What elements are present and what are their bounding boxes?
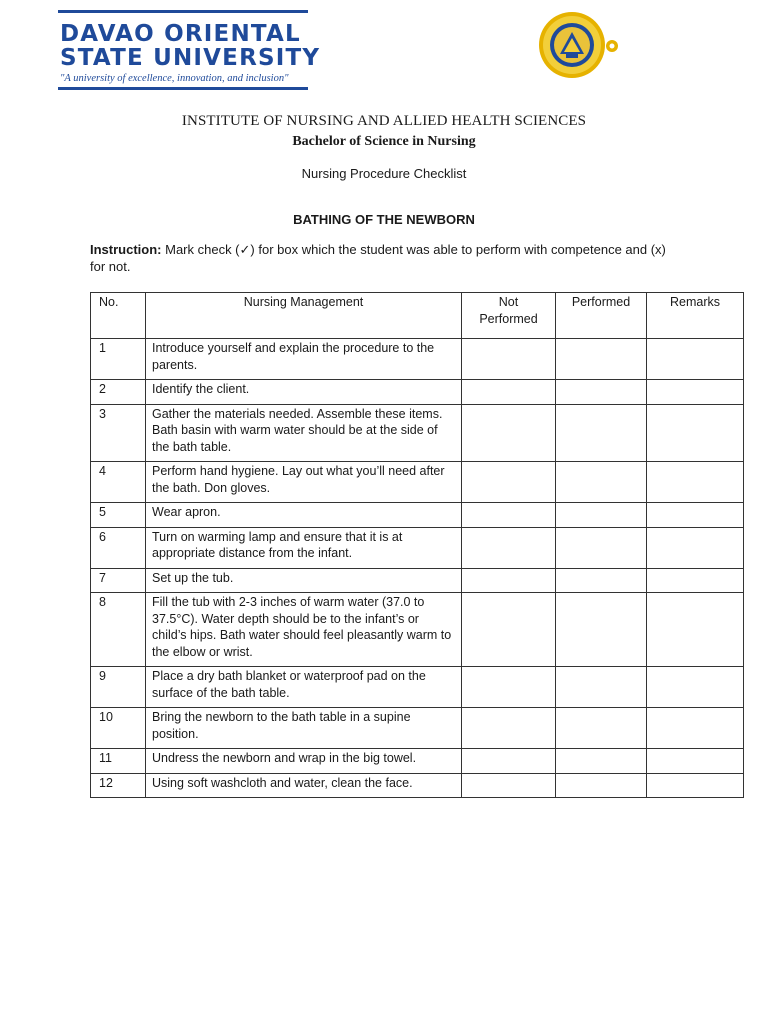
table-row [91,339,744,380]
performed-cell[interactable] [556,339,647,380]
header-nursing-management: Nursing Management [146,293,462,339]
not-performed-cell[interactable] [462,404,556,462]
step-description: Undress the newborn and wrap in the big towel. [146,749,462,774]
performed-cell[interactable] [556,667,647,708]
step-description: Wear apron. [146,503,462,528]
not-performed-cell[interactable] [462,773,556,798]
performed-cell[interactable] [556,503,647,528]
remarks-cell[interactable] [647,404,744,462]
step-number: 10 [91,708,146,749]
performed-cell[interactable] [556,708,647,749]
checklist-table [90,292,744,798]
header-not-performed: Not Performed [462,293,556,339]
program-name: Bachelor of Science in Nursing [292,134,476,149]
not-performed-cell[interactable] [462,667,556,708]
step-description: Gather the materials needed. Assemble these items. Bath basin with warm water should be at the side of the bath table. [146,404,462,462]
step-number: 8 [91,593,146,667]
step-description: Introduce yourself and explain the procedure to the parents. [146,339,462,380]
not-performed-cell[interactable] [462,527,556,568]
table-row [91,527,744,568]
instruction-text [90,241,680,275]
step-description: Set up the tub. [146,568,462,593]
remarks-cell[interactable] [647,708,744,749]
not-performed-cell[interactable] [462,593,556,667]
table-row [91,462,744,503]
university-name-line1: DAVAO ORIENTAL [60,21,301,47]
performed-cell[interactable] [556,568,647,593]
step-description: Place a dry bath blanket or waterproof pad on the surface of the bath table. [146,667,462,708]
step-number: 2 [91,380,146,405]
logo-top-rule [58,10,308,13]
procedure-title: BATHING OF THE NEWBORN [293,212,475,227]
step-description: Using soft washcloth and water, clean the face. [146,773,462,798]
step-number: 9 [91,667,146,708]
logo-bottom-rule [58,87,308,90]
table-row [91,380,744,405]
step-number: 6 [91,527,146,568]
table-row [91,593,744,667]
remarks-cell[interactable] [647,503,744,528]
table-row [91,404,744,462]
not-performed-cell[interactable] [462,568,556,593]
step-number: 3 [91,404,146,462]
performed-cell[interactable] [556,380,647,405]
not-performed-cell[interactable] [462,339,556,380]
step-description: Fill the tub with 2-3 inches of warm water (37.0 to 37.5°C). Water depth should be to the infant’s or child’s hips. Bath water should feel pleasantly warm to the elbow or wrist. [146,593,462,667]
header-no: No. [91,293,146,339]
step-number: 7 [91,568,146,593]
university-tagline: "A university of excellence, innovation, and inclusion" [60,73,289,84]
performed-cell[interactable] [556,404,647,462]
not-performed-cell[interactable] [462,503,556,528]
table-header-row [91,293,744,339]
not-performed-cell[interactable] [462,708,556,749]
step-description: Turn on warming lamp and ensure that it is at appropriate distance from the infant. [146,527,462,568]
step-number: 1 [91,339,146,380]
table-row [91,503,744,528]
table-row [91,773,744,798]
step-number: 12 [91,773,146,798]
university-name-line2: STATE UNIVERSITY [60,45,321,71]
remarks-cell[interactable] [647,568,744,593]
step-description: Identify the client. [146,380,462,405]
step-description: Perform hand hygiene. Lay out what you’ll need after the bath. Don gloves. [146,462,462,503]
performed-cell[interactable] [556,527,647,568]
instruction-label: Instruction: [90,242,162,257]
performed-cell[interactable] [556,749,647,774]
remarks-cell[interactable] [647,773,744,798]
remarks-cell[interactable] [647,380,744,405]
table-row [91,667,744,708]
instruction-body: Mark check (✓) for box which the student was able to perform with competence and (x) for not. [90,242,666,274]
table-row [91,708,744,749]
performed-cell[interactable] [556,773,647,798]
remarks-cell[interactable] [647,527,744,568]
remarks-cell[interactable] [647,749,744,774]
step-number: 5 [91,503,146,528]
header-performed: Performed [556,293,647,339]
step-number: 11 [91,749,146,774]
table-row [91,568,744,593]
remarks-cell[interactable] [647,667,744,708]
remarks-cell[interactable] [647,593,744,667]
not-performed-cell[interactable] [462,462,556,503]
remarks-cell[interactable] [647,462,744,503]
table-row [91,749,744,774]
step-description: Bring the newborn to the bath table in a supine position. [146,708,462,749]
document-type: Nursing Procedure Checklist [301,166,467,181]
performed-cell[interactable] [556,593,647,667]
step-number: 4 [91,462,146,503]
remarks-cell[interactable] [647,339,744,380]
header-remarks: Remarks [647,293,744,339]
not-performed-cell[interactable] [462,749,556,774]
not-performed-cell[interactable] [462,380,556,405]
performed-cell[interactable] [556,462,647,503]
institute-name: INSTITUTE OF NURSING AND ALLIED HEALTH SCIENCES [181,113,587,129]
university-seal-icon [526,8,622,82]
